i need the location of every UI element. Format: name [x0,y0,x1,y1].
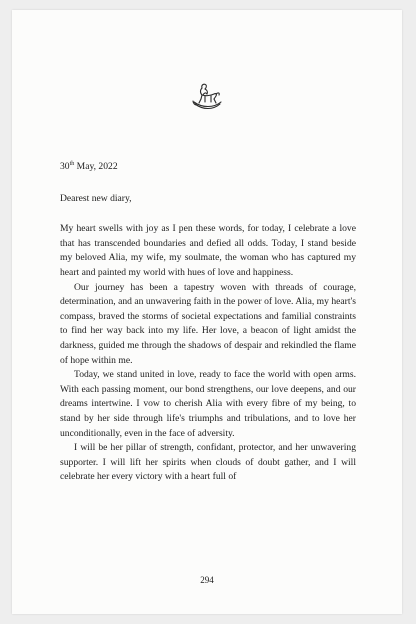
date-suffix: th [69,160,75,167]
date-day: 30 [60,161,70,172]
entry-date [60,160,356,175]
paragraph: I will be her pillar of strength, confidant, protector, and her unwavering supporter. I will lift her spirits when clouds of doubt gather, and I will celebrate her every victory with a heart full of [60,442,356,483]
date-month-year: May, 2022 [74,161,118,172]
rocking-horse-icon [190,82,224,112]
book-page [12,10,402,614]
paragraph: Today, we stand united in love, ready to face the world with open arms. With each passing moment, our bond strengthens, our love deepens, and our dreams intertwine. I vow to cherish Alia with every fibre of my being, to stand by her side through life's triumphs and tribulations, and to love her unconditionally, even in the face of adversity. [60,369,356,439]
paragraph: Our journey has been a tapestry woven with threads of courage, determination, and an unwavering faith in the power of love. Alia, my heart's compass, braved the storms of societal expectations and familial constraints to find her way back into my life. Her love, a beacon of light amidst the darkness, guided me through the shadows of despair and rekindled the flame of hope within me. [60,281,356,366]
paragraph: My heart swells with joy as I pen these words, for today, I celebrate a love that has transcended boundaries and defied all odds. Today, I stand beside my beloved Alia, my wife, my soulmate, the woman who has captured my heart and painted my world with hues of love and happiness. [60,223,356,278]
page-number: 294 [200,575,214,585]
salutation: Dearest new diary, [60,192,132,204]
diary-entry [60,160,356,485]
